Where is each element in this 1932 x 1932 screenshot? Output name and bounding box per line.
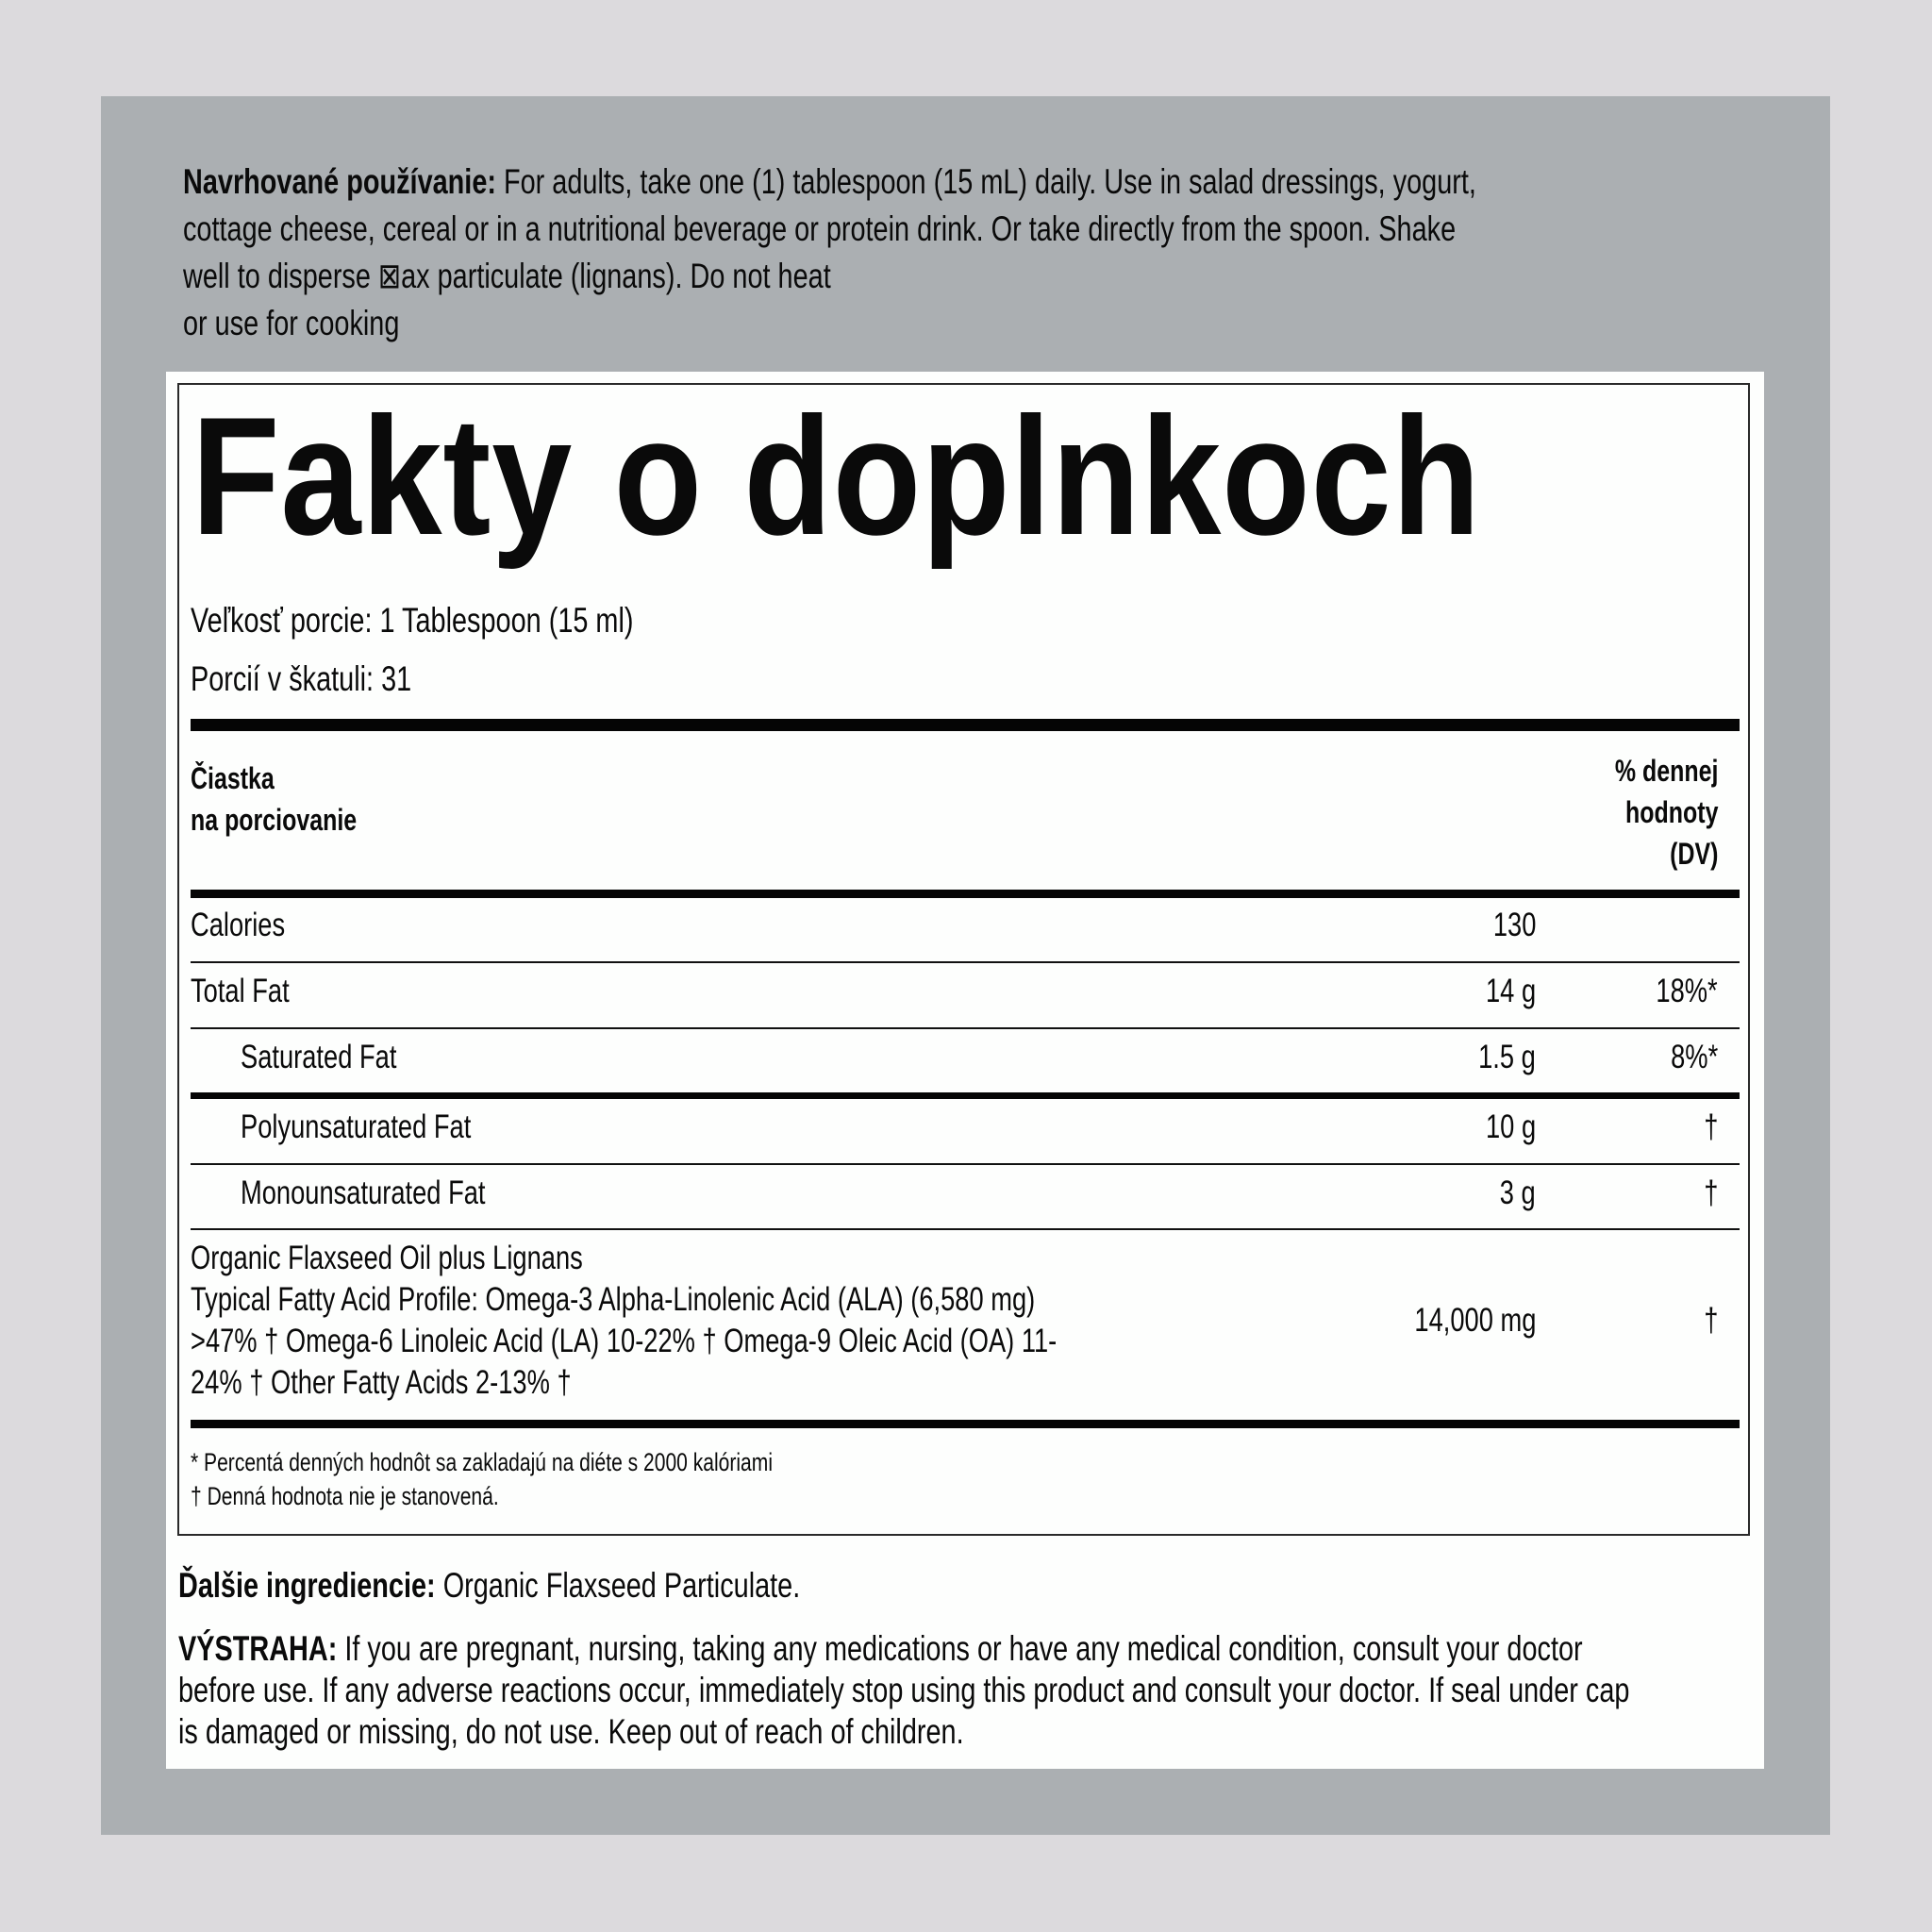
thick-divider <box>191 719 1740 731</box>
warning-line-1: VÝSTRAHA: If you are pregnant, nursing, taking any medications or have any medical condition, consult your doctor <box>178 1629 1583 1668</box>
warning <box>178 1628 1932 1753</box>
warning-label: VÝSTRAHA: <box>178 1629 338 1668</box>
suggested-use-label: Navrhované používanie: <box>183 162 496 201</box>
supplement-facts-title: Fakty o doplnkoch <box>192 382 1481 570</box>
thick-divider <box>191 890 1740 898</box>
amount-per-serving-header: Čiastka na porciovanie <box>191 761 358 837</box>
nutrient-label-monounsaturated-fat: Monounsaturated Fat <box>241 1174 486 1211</box>
medium-divider <box>191 1092 1740 1099</box>
warning-line-2: before use. If any adverse reactions occur, immediately stop using this product and consult your doctor. If seal under cap <box>178 1671 1630 1709</box>
blend-amount: 14,000 mg <box>1413 1302 1536 1339</box>
suggested-use-line-2: cottage cheese, cereal or in a nutritional beverage or protein drink. Or take directly from the spoon. Shake <box>183 209 1457 248</box>
nutrient-dv-monounsaturated-fat: † <box>1703 1174 1718 1211</box>
row-divider <box>191 1228 1740 1230</box>
other-ingredients: Ďalšie ingrediencie: Organic Flaxseed Particulate. <box>178 1566 801 1605</box>
nutrient-dv-total-fat: 18%* <box>1656 973 1718 1009</box>
nutrient-amount-saturated-fat: 1.5 g <box>1478 1039 1536 1075</box>
nutrient-dv-saturated-fat: 8%* <box>1670 1039 1718 1075</box>
suggested-use-line-4: or use for cooking <box>183 304 400 342</box>
suggested-use <box>183 158 1841 347</box>
footnote-dv-not-established: † Denná hodnota nie je stanovená. <box>191 1482 499 1510</box>
nutrient-label-saturated-fat: Saturated Fat <box>241 1039 397 1075</box>
other-ingredients-label: Ďalšie ingrediencie: <box>178 1566 436 1605</box>
nutrient-amount-polyunsaturated-fat: 10 g <box>1485 1108 1536 1145</box>
suggested-use-line-1: Navrhované používanie: For adults, take one (1) tablespoon (15 mL) daily. Use in salad dressings, yogurt, <box>183 162 1476 201</box>
blend-dv: † <box>1703 1302 1718 1339</box>
nutrient-dv-polyunsaturated-fat: † <box>1703 1108 1718 1145</box>
footnote-daily-value-basis: * Percentá denných hodnôt sa zakladajú na diéte s 2000 kalóriami <box>191 1448 773 1476</box>
nutrient-label-total-fat: Total Fat <box>191 973 290 1009</box>
daily-value-header: % dennej hodnoty (DV) <box>1614 754 1718 871</box>
nutrient-amount-total-fat: 14 g <box>1485 973 1536 1009</box>
nutrient-label-calories: Calories <box>191 907 286 943</box>
warning-line-3: is damaged or missing, do not use. Keep out of reach of children. <box>178 1712 964 1751</box>
thick-divider <box>191 1420 1740 1428</box>
row-divider <box>191 1027 1740 1029</box>
nutrient-amount-monounsaturated-fat: 3 g <box>1500 1174 1536 1211</box>
flaxseed-oil-blend: Organic Flaxseed Oil plus Lignans Typical Fatty Acid Profile: Omega-3 Alpha-Linolenic Acid (ALA) (6,580 mg) >47% † Omega-6 Linoleic Acid (LA) 10-22% † Omega-9 Oleic Acid (OA) 11- 24% † Other Fatty Acids 2-13% † <box>191 1240 1058 1401</box>
serving-size: Veľkosť porcie: 1 Tablespoon (15 ml) <box>191 601 634 640</box>
servings-per-container: Porcií v škatuli: 31 <box>191 659 412 698</box>
row-divider <box>191 961 1740 963</box>
nutrient-label-polyunsaturated-fat: Polyunsaturated Fat <box>241 1108 472 1145</box>
row-divider <box>191 1163 1740 1165</box>
nutrient-amount-calories: 130 <box>1492 907 1536 943</box>
suggested-use-line-3: well to disperse ⊠ax particulate (lignans). Do not heat <box>183 257 831 295</box>
